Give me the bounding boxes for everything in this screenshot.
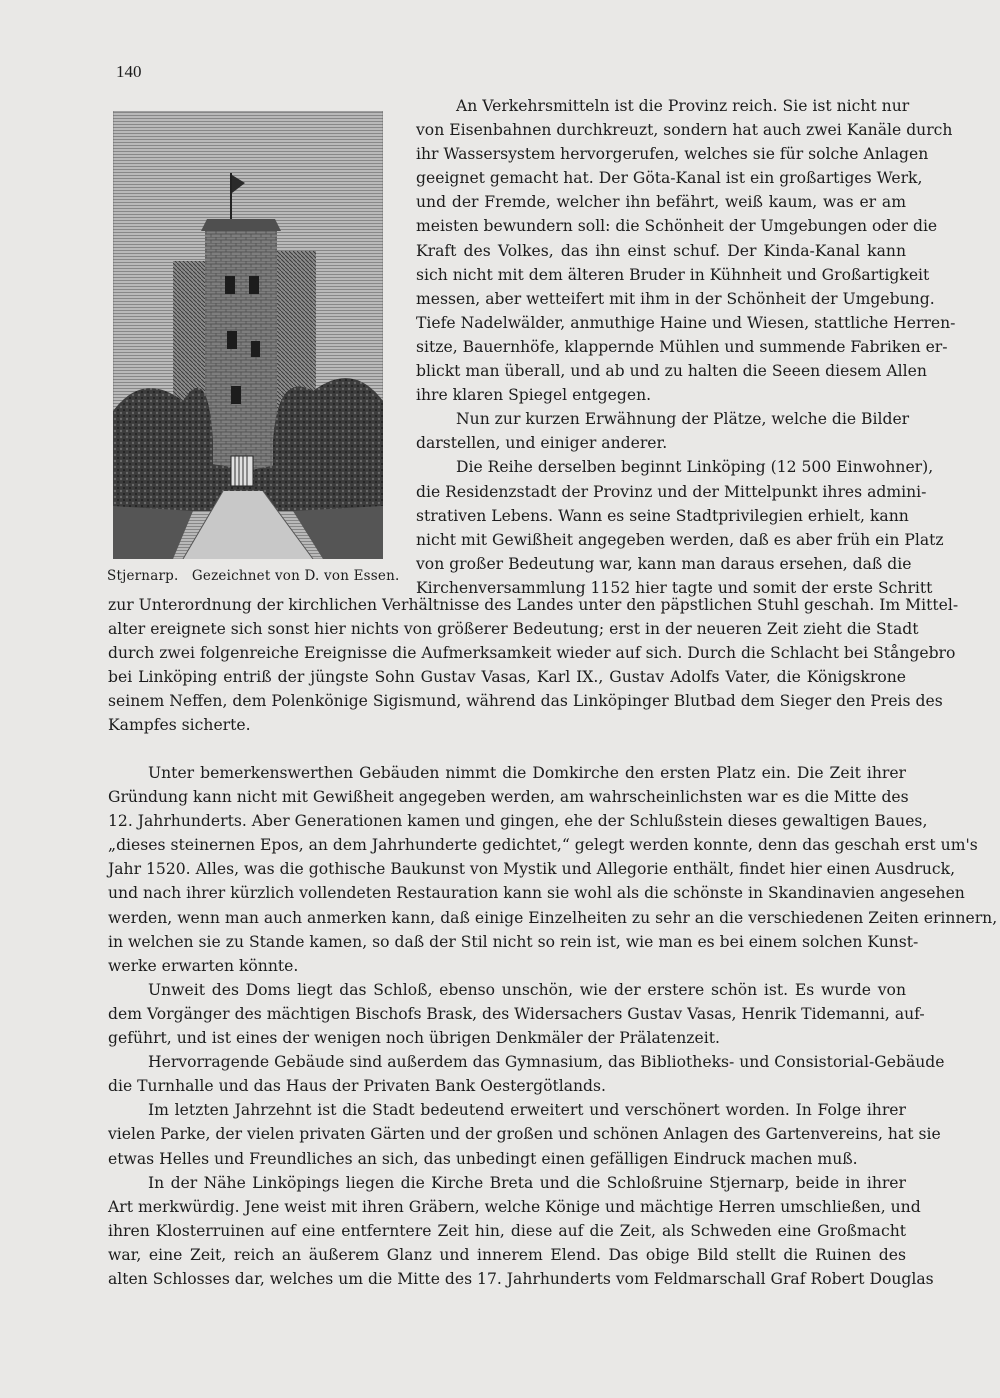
text-line: Kraft des Volkes, das ihn einst schuf. Der Kinda-Kanal kann [416,241,906,260]
text-line: geeignet gemacht hat. Der Göta-Kanal ist ein großartiges Werk, [416,169,923,188]
tower-ruin-engraving [113,111,383,559]
text-line: Art merkwürdig. Jene weist mit ihren Gräbern, welche Könige und mächtige Herren umschließen, und [108,1197,921,1216]
text-line: strativen Lebens. Wann es seine Stadtprivilegien erhielt, kann [416,506,909,525]
text-line: ihren Klosterruinen auf eine entferntere Zeit hin, diese auf die Zeit, als Schweden eine Großmacht [108,1221,906,1240]
text-line: werke erwarten könnte. [108,956,299,975]
text-line: Tiefe Nadelwälder, anmuthige Haine und Wiesen, stattliche Herren- [416,313,956,332]
paragraph [416,407,910,455]
text-line: seinem Neffen, dem Polenkönige Sigismund, während das Linköpinger Blutbad dem Sieger den Preis des [108,692,943,711]
text-line: vielen Parke, der vielen privaten Gärten und der großen und schönen Anlagen des Gartenvereins, hat sie [108,1125,941,1144]
text-line: von Eisenbahnen durchkreuzt, sondern hat auch zwei Kanäle durch [416,121,953,140]
caption-credit: Gezeichnet von D. von Essen. [191,568,400,584]
text-line: in welchen sie zu Stande kamen, so daß der Stil nicht so rein ist, wie man es bei einem solchen Kunst- [108,932,919,951]
text-line: 12. Jahrhunderts. Aber Generationen kamen und gingen, ehe der Schlußstein dieses gewaltigen Baues, [108,812,928,831]
page-number: 140 [116,62,142,81]
text-line: „dieses steinernen Epos, an dem Jahrhunderte gedichtet,“ gelegt werden konnte, denn das geschah erst um's [108,836,978,855]
full-width-continuation [108,593,959,738]
text-line: zur Unterordnung der kirchlichen Verhältnisse des Landes unter den päpstlichen Stuhl geschah. Im Mittel- [108,596,959,614]
text-line: ihr Wassersystem hervorgerufen, welches sie für solche Anlagen [416,145,929,164]
body-paragraphs [108,761,998,1291]
text-line: sitze, Bauernhöfe, klappernde Mühlen und summende Fabriken er- [416,337,948,356]
text-line: bei Linköping entriß der jüngste Sohn Gustav Vasas, Karl IX., Gustav Adolfs Vater, die Königskrone [108,668,906,687]
paragraph [108,1050,945,1098]
paragraph [108,1098,941,1170]
text-line: messen, aber wetteifert mit ihm in der Schönheit der Umgebung. [416,289,935,308]
text-line: und nach ihrer kürzlich vollendeten Restauration kann sie wohl als die schönste in Skandinavien angesehen [108,884,965,903]
text-line: darstellen, und einiger anderer. [416,434,668,453]
right-column-text [416,94,956,600]
text-line: Unweit des Doms liegt das Schloß, ebenso unschön, wie der erstere schön ist. Es wurde von [148,980,906,999]
paragraph [108,1171,934,1291]
text-line: die Turnhalle und das Haus der Privaten Bank Oestergötlands. [108,1077,606,1096]
figure-caption [107,568,400,584]
text-line: Jahr 1520. Alles, was die gothische Baukunst von Mystik und Allegorie enthält, findet hier einen Ausdruck, [108,860,956,879]
text-line: Kirchenversammlung 1152 hier tagte und somit der erste Schritt [416,578,933,597]
text-line: blickt man überall, und ab und zu halten die Seeen diesem Allen [416,362,927,381]
text-line: meisten bewundern soll: die Schönheit der Umgebungen oder die [416,217,938,236]
text-line: Unter bemerkenswerthen Gebäuden nimmt die Domkirche den ersten Platz ein. Die Zeit ihrer [148,764,906,782]
text-line: geführt, und ist eines der wenigen noch übrigen Denkmäler der Prälatenzeit. [108,1029,720,1048]
text-line: Hervorragende Gebäude sind außerdem das Gymnasium, das Bibliotheks- und Consistorial-Gebäude [148,1053,945,1072]
text-line: Im letzten Jahrzehnt ist die Stadt bedeutend erweitert und verschönert worden. In Folge ihrer [148,1101,906,1120]
text-line: dem Vorgänger des mächtigen Bischofs Brask, des Widersachers Gustav Vasas, Henrik Tidemanni, auf- [108,1004,925,1023]
text-line: nicht mit Gewißheit angegeben werden, daß es aber früh ein Platz [416,530,944,549]
text-line: von großer Bedeutung war, kann man daraus ersehen, daß die [416,554,912,573]
paragraph [416,455,944,600]
text-line: An Verkehrsmitteln ist die Provinz reich. Sie ist nicht nur [456,97,910,115]
text-line: sich nicht mit dem älteren Bruder in Kühnheit und Großartigkeit [416,265,930,284]
text-line: und der Fremde, welcher ihn befährt, weiß kaum, was er am [416,193,906,212]
text-line: In der Nähe Linköpings liegen die Kirche Breta und die Schloßruine Stjernarp, beide in ihrer [148,1173,906,1192]
text-line: Nun zur kurzen Erwähnung der Plätze, welche die Bilder [456,410,910,429]
text-line: Gründung kann nicht mit Gewißheit angegeben werden, am wahrscheinlichsten war es die Mitte des [108,788,909,807]
caption-place: Stjernarp. [107,568,179,584]
text-line: Kampfes sicherte. [108,716,251,735]
paragraph [416,94,956,407]
text-line: alter ereignete sich sonst hier nichts von größerer Bedeutung; erst in der neueren Zeit zieht die Stadt [108,620,919,639]
text-line: war, eine Zeit, reich an äußerem Glanz und innerem Elend. Das obige Bild stellt die Ruinen des [108,1245,906,1264]
text-line: werden, wenn man auch anmerken kann, daß einige Einzelheiten zu sehr an die verschiedenen Zeiten erinnern, [108,908,998,927]
text-line: etwas Helles und Freundliches an sich, das unbedingt einen gefälligen Eindruck machen muß. [108,1149,858,1168]
text-line: Die Reihe derselben beginnt Linköping (12 500 Einwohner), [456,458,934,477]
paragraph [108,761,998,978]
text-line: ihre klaren Spiegel entgegen. [416,386,652,405]
text-line: durch zwei folgenreiche Ereignisse die Aufmerksamkeit wieder auf sich. Durch die Schlacht bei Stångebro [108,644,956,663]
text-line: alten Schlosses dar, welches um die Mitte des 17. Jahrhunderts vom Feldmarschall Graf Robert Douglas [108,1269,934,1288]
paragraph [108,978,925,1050]
text-line: die Residenzstadt der Provinz und der Mittelpunkt ihres admini- [416,482,927,501]
